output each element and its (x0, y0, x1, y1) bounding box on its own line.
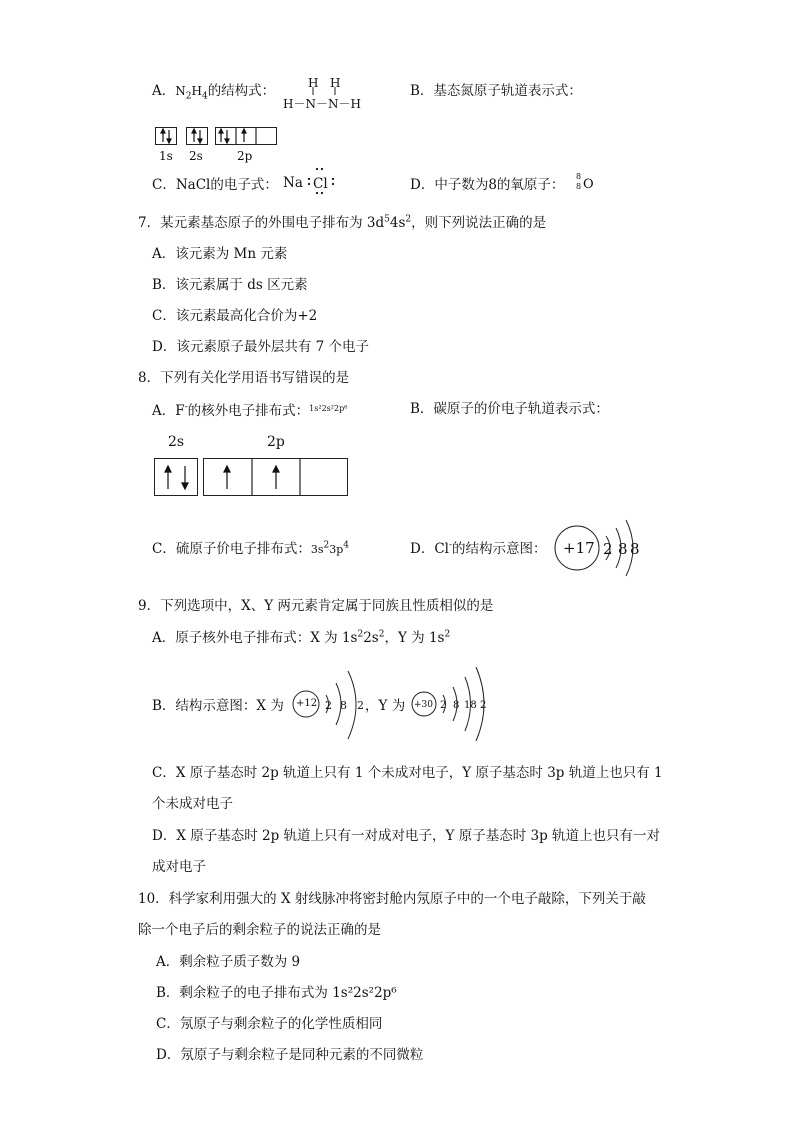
q6-option-c: C．NaCl的电子式： (152, 177, 278, 193)
q9-option-b: B．结构示意图：X 为 (152, 698, 284, 714)
q10-option-d: D．氖原子与剩余粒子是同种元素的不同微粒 (156, 1047, 424, 1063)
q7-option-a: A．该元素为 Mn 元素 (152, 246, 288, 262)
q7-option-c: C．该元素最高化合价为+2 (152, 308, 318, 324)
q8-option-c: C．硫原子价电子排布式：$3s^23p^4$ (152, 540, 350, 557)
q10-option-b: B．剩余粒子的电子排布式为 1s²2s²2p⁶ (156, 985, 397, 1001)
q6-option-d: D．中子数为8的氧原子： (410, 177, 565, 193)
q8-option-b: B．碳原子的价电子轨道表示式： (410, 401, 609, 417)
q9-option-c-line2: 个未成对电子 (152, 796, 233, 812)
q6-option-b: B．基态氮原子轨道表示式： (410, 83, 582, 99)
q10-stem-line1: 10．科学家利用强大的 X 射线脉冲将密封舱内氖原子中的一个电子敲除，下列关于敲 (138, 891, 646, 907)
q9-option-d-line1: D．X 原子基态时 2p 轨道上只有一对成对电子，Y 原子基态时 3p 轨道上也只有一对 (152, 828, 661, 844)
q9-option-d-line2: 成对电子 (152, 859, 206, 875)
q8-option-a: A．F-的核外电子排布式：$^{1s^22s^22p^6}$ (152, 402, 348, 419)
q9-option-a: A．原子核外电子排布式：X 为 $1s^22s^2$，Y 为 $1s^2$ (152, 629, 451, 646)
q9-b-y-label: ，Y 为 (365, 698, 406, 714)
q10-option-c: C．氖原子与剩余粒子的化学性质相同 (156, 1016, 383, 1032)
q8-stem: 8．下列有关化学用语书写错误的是 (138, 370, 350, 386)
q10-stem-line2: 除一个电子后的剩余粒子的说法正确的是 (138, 922, 381, 938)
q9-stem: 9．下列选项中，X、Y 两元素肯定属于同族且性质相似的是 (138, 598, 494, 614)
q7-stem: 7．某元素基态原子的外围电子排布为 $3d^54s^2$，则下列说法正确的是 (138, 214, 547, 231)
q9-option-c-line1: C．X 原子基态时 2p 轨道上只有 1 个未成对电子，Y 原子基态时 3p 轨道上也只有 1 (152, 765, 663, 781)
q8-option-d: D．Cl-的结构示意图： (410, 540, 547, 557)
q6-option-a: A．$N_2H_4$的结构式： (152, 83, 276, 102)
q7-option-d: D．该元素原子最外层共有 7 个电子 (152, 339, 369, 355)
q10-option-a: A．剩余粒子质子数为 9 (156, 954, 301, 970)
q7-option-b: B．该元素属于 ds 区元素 (152, 277, 308, 293)
